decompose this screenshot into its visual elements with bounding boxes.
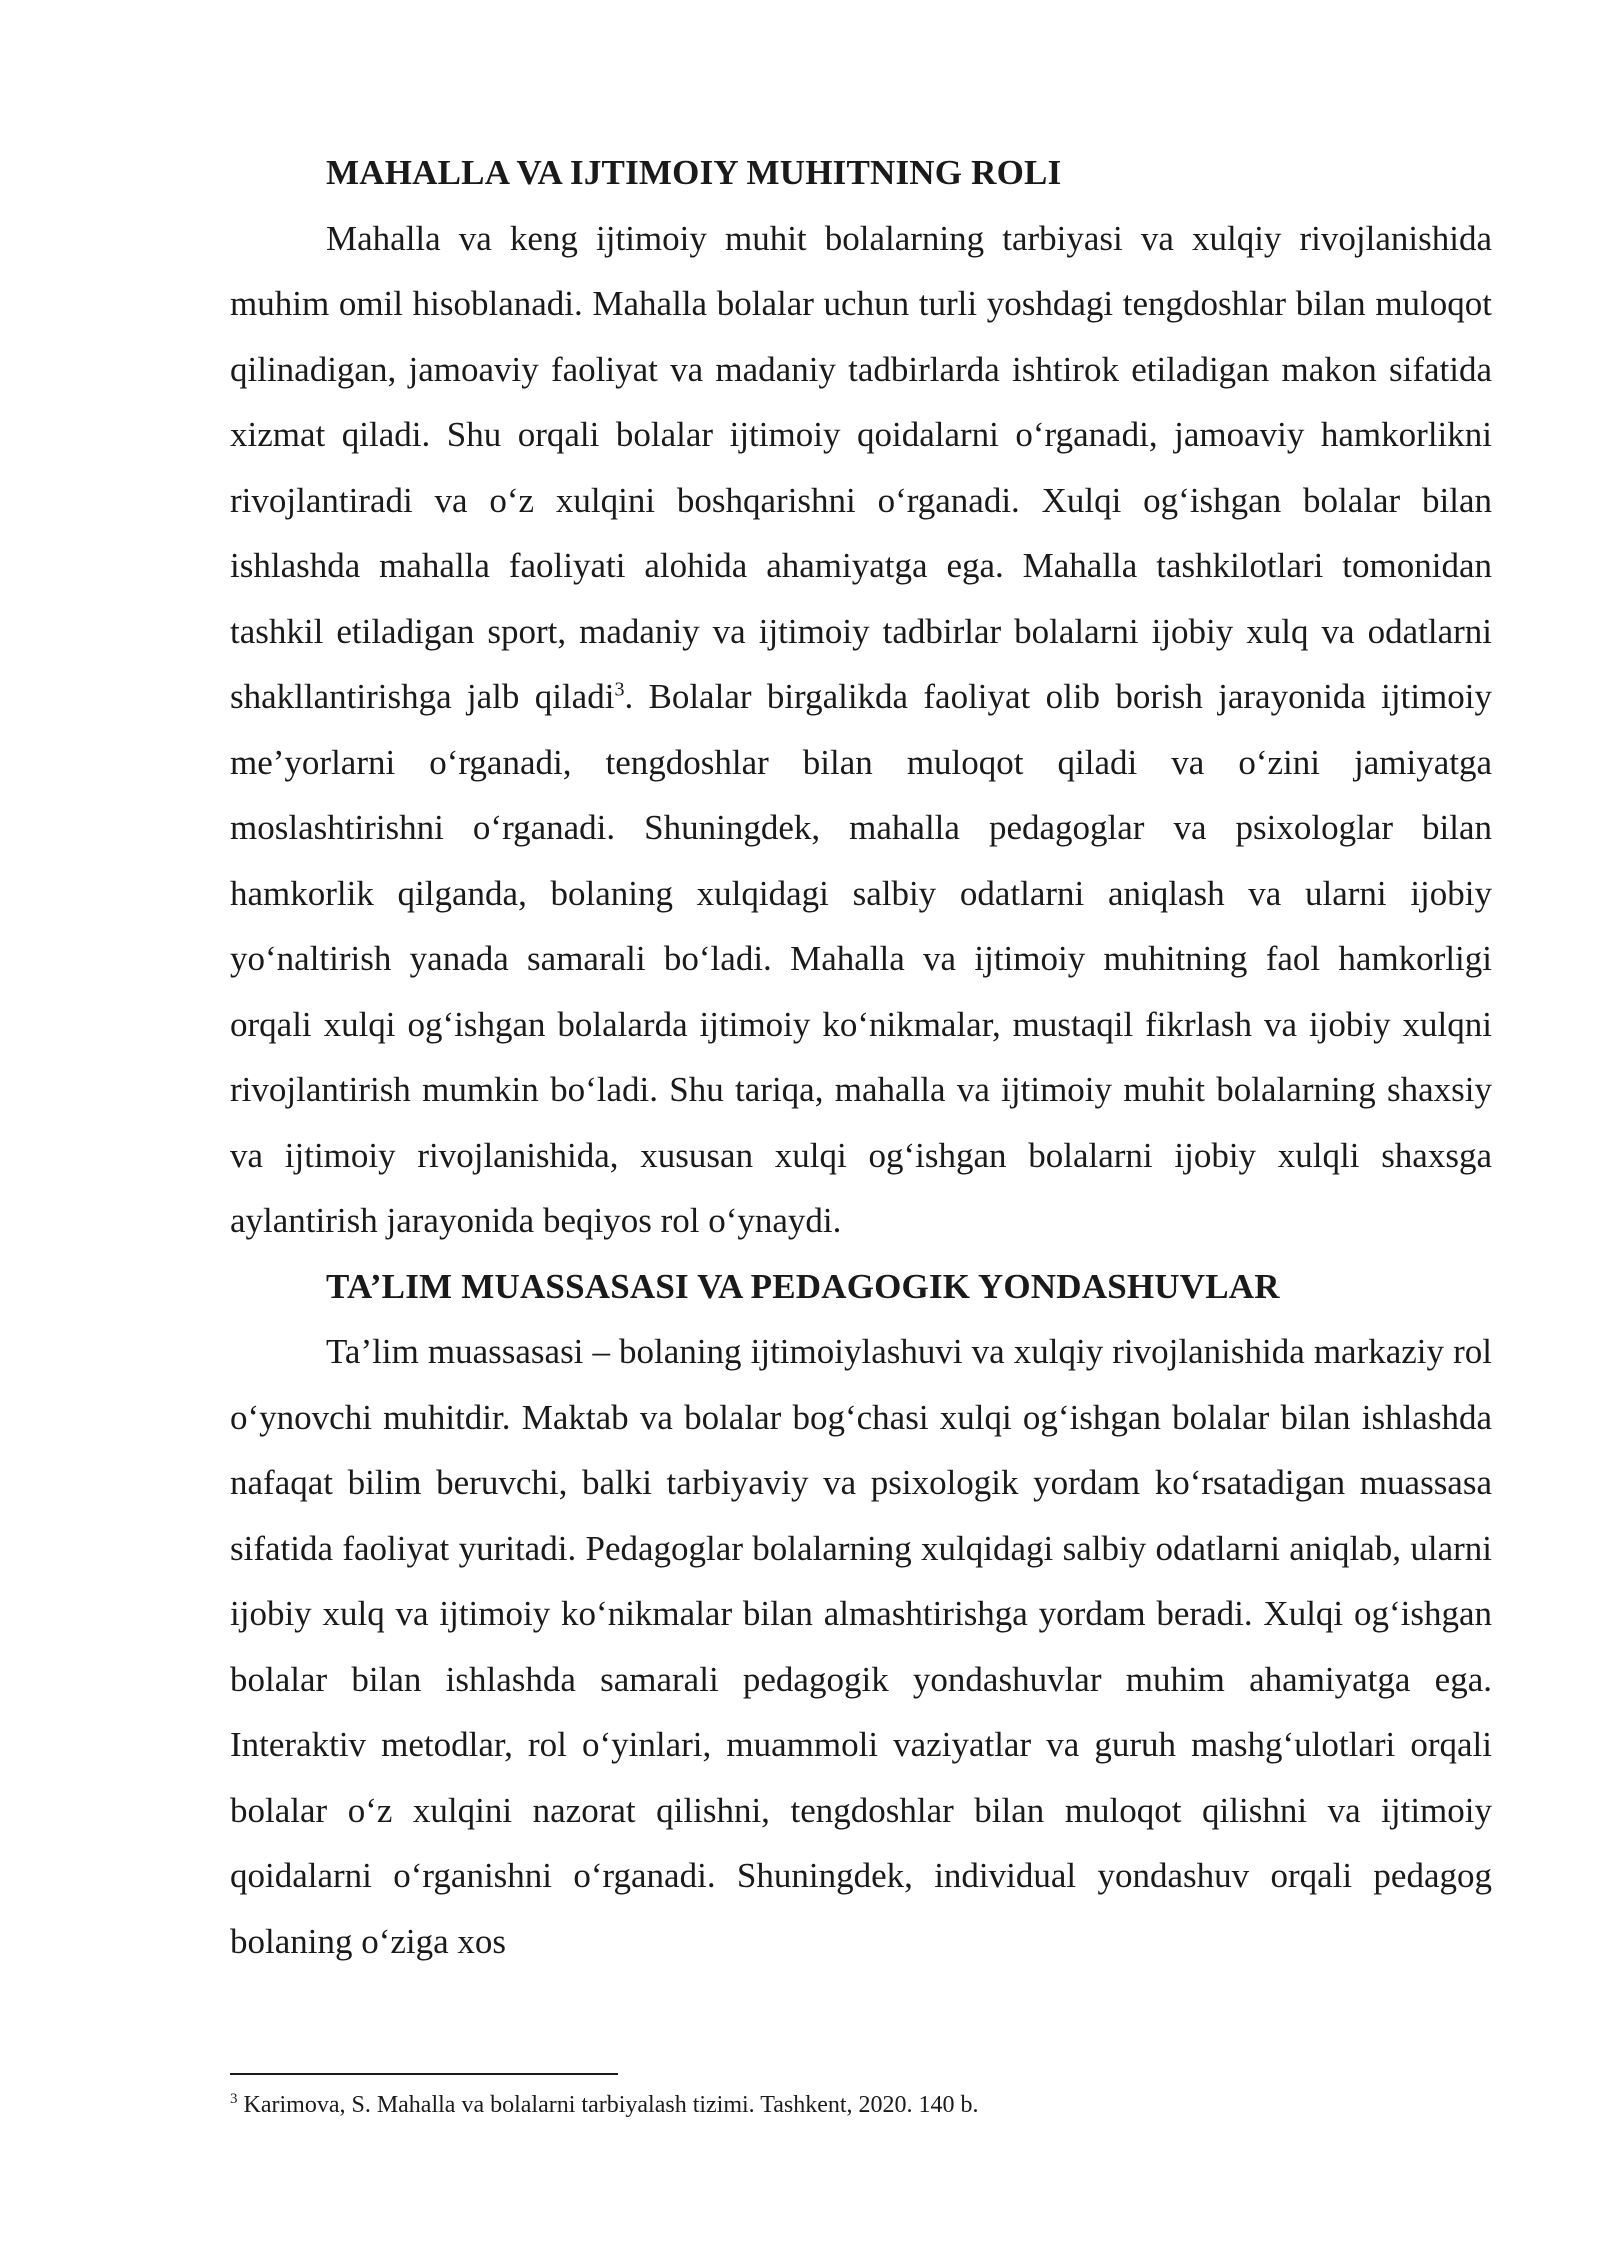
section-heading-talim: TA’LIM MUASSASASI VA PEDAGOGIK YONDASHUVLAR: [326, 1266, 1280, 1306]
section-heading-mahalla: MAHALLA VA IJTIMOIY MUHITNING ROLI: [326, 153, 1062, 192]
paragraph-mahalla: [230, 206, 1492, 1254]
paragraph-mahalla-text-2: . Bolalar birgalikda faoliyat olib borish jarayonida ijtimoiy me’yorlarni o‘rganadi, tengdoshlar bilan muloqot qiladi va o‘zini jamiyatga moslashtirishni o‘rganadi. Shuningdek, mahalla pedagoglar va psixologlar bilan hamkorlik qilganda, bolaning xulqidagi salbiy odatlarni aniqlash va ularni ijobiy yo‘naltirish yanada samarali bo‘ladi. Mahalla va ijtimoiy muhitning faol hamkorligi orqali xulqi og‘ishgan bolalarda ijtimoiy ko‘nikmalar, mustaqil fikrlash va ijobiy xulqni rivojlantirish mumkin bo‘ladi. Shu tariqa, mahalla va ijtimoiy muhit bolalarning shaxsiy va ijtimoiy rivojlanishida, xususan xulqi og‘ishgan bolalarni ijobiy xulqli shaxsga aylantirish jarayonida beqiyos rol o‘ynaydi.: [230, 677, 1493, 1240]
footnote-reference[interactable]: 3: [614, 678, 625, 701]
footnote-divider: [230, 2073, 618, 2075]
page-body: [230, 140, 1492, 1974]
paragraph-mahalla-text-1: Mahalla va keng ijtimoiy muhit bolalarning tarbiyasi va xulqiy rivojlanishida muhim omil hisoblanadi. Mahalla bolalar uchun turli yoshdagi tengdoshlar bilan muloqot qilinadigan, jamoaviy faoliyat va madaniy tadbirlarda ishtirok etiladigan makon sifatida xizmat qiladi. Shu orqali bolalar ijtimoiy qoidalarni o‘rganadi, jamoaviy hamkorlikni rivojlantiradi va o‘z xulqini boshqarishni o‘rganadi. Xulqi og‘ishgan bolalar bilan ishlashda mahalla faoliyati alohida ahamiyatga ega. Mahalla tashkilotlari tomonidan tashkil etiladigan sport, madaniy va ijtimoiy tadbirlar bolalarni ijobiy xulq va odatlarni shakllantirishga jalb qiladi: [230, 218, 1492, 716]
footnote-text: Karimova, S. Mahalla va bolalarni tarbiyalash tizimi. Tashkent, 2020. 140 b.: [237, 2092, 979, 2118]
paragraph-talim: Ta’lim muassasasi – bolaning ijtimoiylashuvi va xulqiy rivojlanishida markaziy rol o‘ynovchi muhitdir. Maktab va bolalar bog‘chasi xulqi og‘ishgan bolalar bilan ishlashda nafaqat bilim beruvchi, balki tarbiyaviy va psixologik yordam ko‘rsatadigan muassasa sifatida faoliyat yuritadi. Pedagoglar bolalarning xulqidagi salbiy odatlarni aniqlab, ularni ijobiy xulq va ijtimoiy ko‘nikmalar bilan almashtirishga yordam beradi. Xulqi og‘ishgan bolalar bilan ishlashda samarali pedagogik yondashuvlar muhim ahamiyatga ega. Interaktiv metodlar, rol o‘yinlari, muammoli vaziyatlar va guruh mashg‘ulotlari orqali bolalar o‘z xulqini nazorat qilishni, tengdoshlar bilan muloqot qilishni va ijtimoiy qoidalarni o‘rganishni o‘rganadi. Shuningdek, individual yondashuv orqali pedagog bolaning o‘ziga xos: [230, 1332, 1492, 1961]
footnote-mark: 3: [230, 2091, 238, 2107]
footnote: [230, 2088, 1492, 2122]
